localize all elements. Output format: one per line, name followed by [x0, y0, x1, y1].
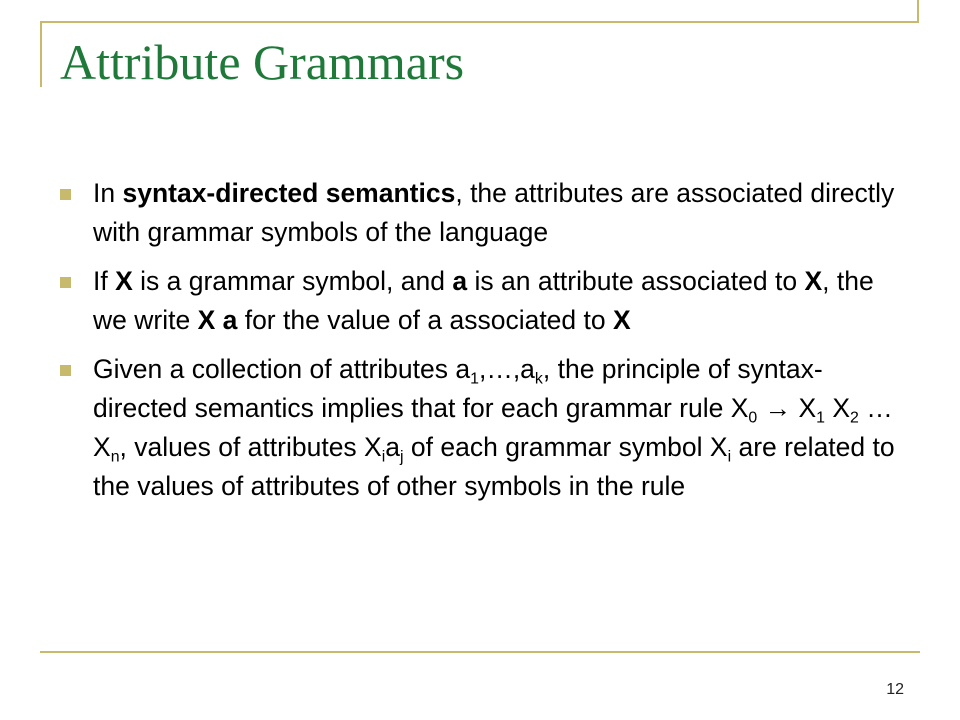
emphasis: syntax-directed semantics	[122, 178, 456, 208]
subscript: 1	[470, 370, 479, 388]
slide-frame-left-line	[40, 21, 42, 87]
square-bullet-icon	[60, 277, 71, 288]
emphasis: X	[804, 266, 823, 296]
emphasis: X a	[197, 305, 238, 335]
bullet-item	[60, 262, 900, 340]
bullet-item	[60, 350, 900, 506]
subscript: 0	[748, 409, 758, 427]
square-bullet-icon	[60, 365, 71, 376]
emphasis: a	[452, 266, 468, 296]
subscript: i	[727, 448, 732, 466]
slide-frame-top-line	[40, 21, 919, 23]
subscript: 1	[816, 409, 825, 427]
subscript: j	[400, 448, 404, 466]
page-number: 12	[886, 681, 904, 698]
subscript: 2	[850, 409, 859, 427]
slide-title: Attribute Grammars	[60, 34, 465, 90]
square-bullet-icon	[60, 189, 71, 200]
bullet-text: In syntax-directed semantics, the attributes are associated directly with grammar symbols of the language	[93, 178, 895, 247]
bullet-text: Given a collection of attributes $a_1,\dots,a_k$, the principle of syntax-directed semantics implies that for each grammar rule $X_0 \to X_1$ $X_2$ … $X_n$, values of attributes $X_ia_j$ of each grammar symbol $X_i$ are related to the values of attributes of other symbols in the rule	[93, 354, 895, 501]
subscript: i	[381, 448, 386, 466]
slide-frame-bottom-line	[40, 651, 920, 653]
bullet-text: If X is a grammar symbol, and a is an attribute associated to X, the we write X a for the value of a associated to X	[93, 266, 874, 335]
bullet-item	[60, 174, 900, 252]
emphasis: X	[115, 266, 133, 296]
slide-frame-right-tick	[917, 0, 919, 23]
subscript: k	[534, 370, 543, 388]
bullet-list	[60, 174, 900, 516]
subscript: n	[110, 448, 120, 466]
emphasis: X	[613, 305, 631, 335]
